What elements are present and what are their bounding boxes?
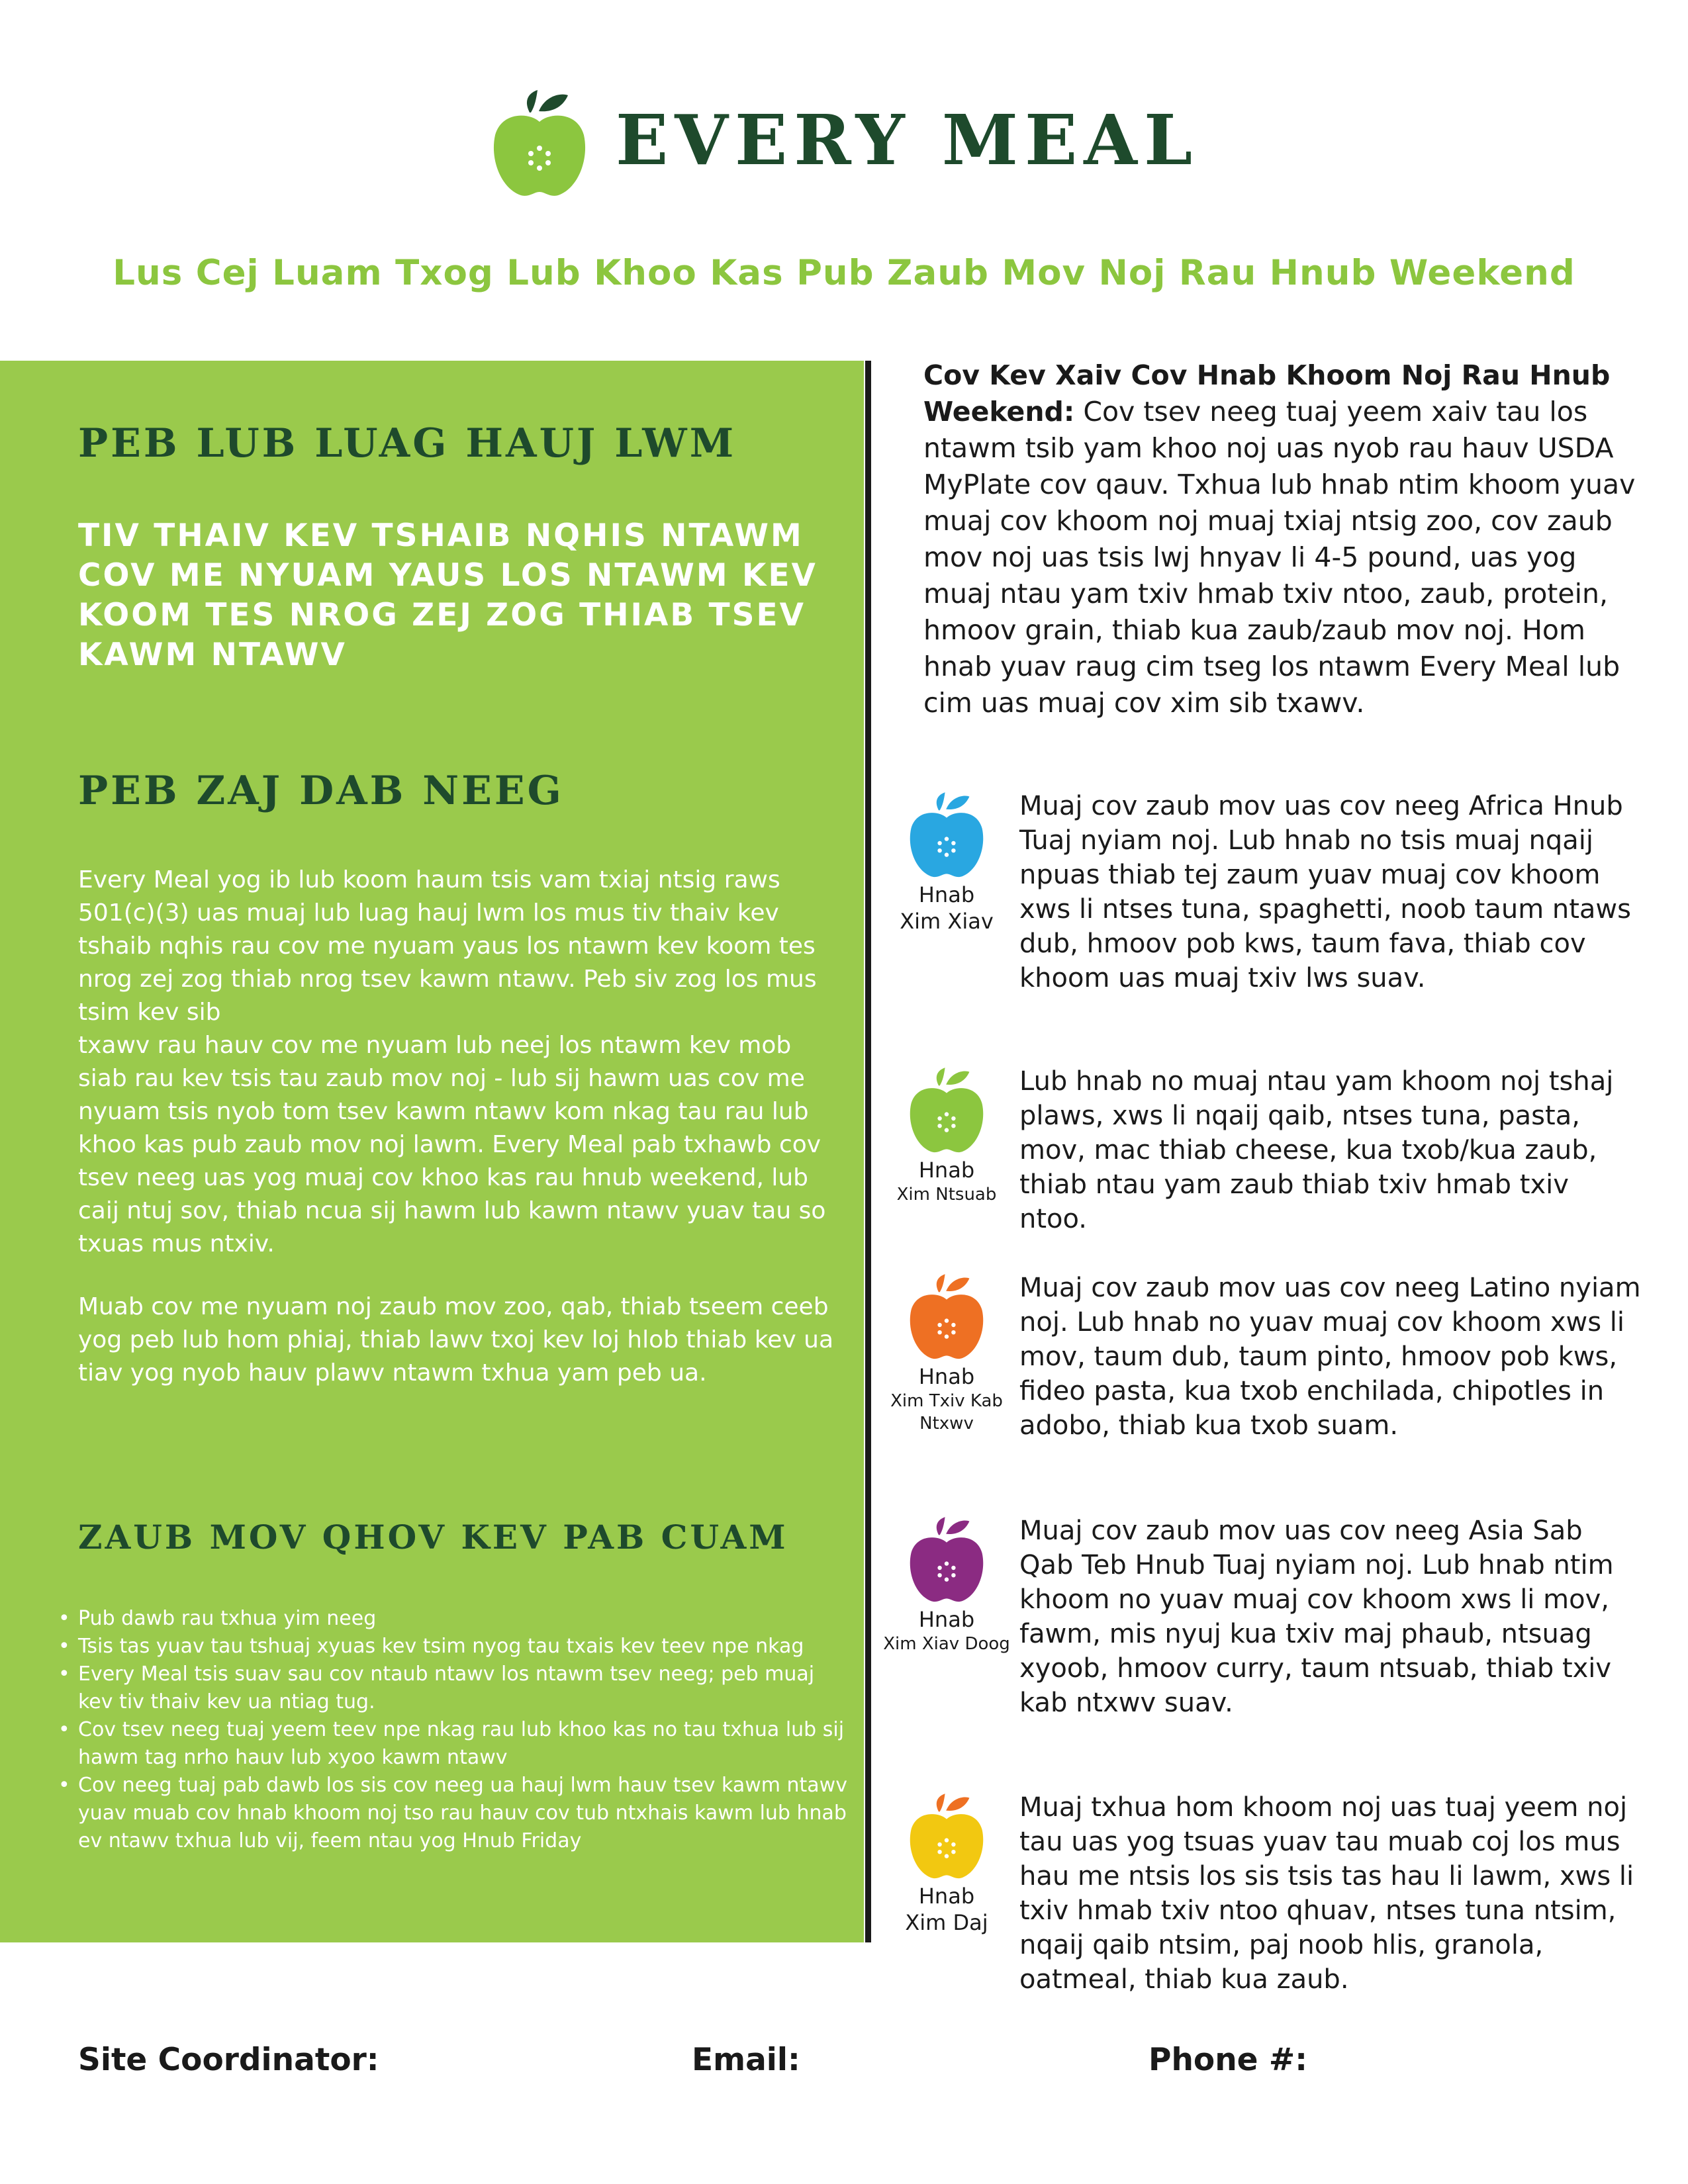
green-apple-icon xyxy=(907,1064,986,1157)
brand-name: EVERY MEAL xyxy=(616,99,1199,181)
bag-color-label: Xim Ntsuab xyxy=(896,1185,997,1205)
site-coordinator-label: Site Coordinator: xyxy=(78,2042,379,2078)
list-item: • Every Meal tsis suav sau cov ntaub ntawv los ntawm tsev neeg; peb muaj kev tiv thaiv kev ua ntiag tug. xyxy=(58,1661,853,1716)
bag-options-intro xyxy=(923,357,1638,721)
bag-description: Muaj cov zaub mov uas cov neeg Africa Hnub Tuaj nyiam noj. Lub hnab no tsis muaj nqaij npuas thiab tej zaum yuav muaj cov khoom xws li ntses tuna, spaghetti, noob taum ntaws dub, hmoov pob kws, taum fava, thiab cov khoom uas muaj txiv lws suav. xyxy=(1019,791,1631,993)
orange-apple-icon xyxy=(907,1271,986,1363)
yellow-apple-icon xyxy=(907,1790,986,1883)
purple-apple-icon xyxy=(907,1514,986,1606)
bag-color-label: Xim Xiav Doog xyxy=(883,1634,1010,1654)
story-paragraph-2: Muab cov me nyuam noj zaub mov zoo, qab, thiab tseem ceeb yog peb lub hom phiaj, thiab lawv txoj kev loj hlob thiab kev ua tiav yog nyob hauv plawv ntawm txhua yam peb ua. xyxy=(78,1293,834,1387)
mission-heading: PEB LUB LUAG HAUJ LWM xyxy=(78,420,737,467)
phone-label: Phone #: xyxy=(1149,2042,1308,2078)
story-paragraph-1 xyxy=(78,864,846,1261)
apple-logo-icon xyxy=(490,87,589,200)
bag-color-label: Xim Xiav xyxy=(900,909,994,934)
page-subtitle: Lus Cej Luam Txog Lub Khoo Kas Pub Zaub Mov Noj Rau Hnub Weekend xyxy=(113,253,1575,293)
intro-text: Cov tsev neeg tuaj yeem xaiv tau los ntawm tsib yam khoo noj uas nyob rau hauv USDA MyPlate cov qauv. Txhua lub hnab ntim khoom yuav muaj cov khoom noj muaj txiaj ntsig zoo, cov zaub mov noj uas tsis lwj hnyav li 4-5 pound, uas yog muaj ntau yam txiv hmab txiv ntoo, zaub, protein, hmoov grain, thiab kua zaub/zaub mov noj. Hom hnab yuav raug cim tseg los ntawm Every Meal lub cim uas muaj cov xim sib txawv. xyxy=(923,396,1636,719)
bag-description: Lub hnab no muaj ntau yam khoom noj tshaj plaws, xws li nqaij qaib, ntses tuna, pasta, mov, mac thiab cheese, kua txob/kua zaub, thiab ntau yam zaub thiab txiv hmab txiv ntoo. xyxy=(1019,1066,1614,1234)
column-divider xyxy=(865,361,871,1942)
bag-description: Muaj cov zaub mov uas cov neeg Asia Sab Qab Teb Hnub Tuaj nyiam noj. Lub hnab ntim khoom no yuav muaj cov khoom xws li mov, fawm, mis nyuj kua txiv maj phaub, ntsuag xyoob, hmoov curry, taum ntsuab, thiab txiv kab ntxwv suav. xyxy=(1019,1516,1614,1718)
bag-description: Muaj cov zaub mov uas cov neeg Latino nyiam noj. Lub hnab no yuav muaj cov khoom xws li mov, taum dub, taum pinto, hmoov pob kws, fideo pasta, kua txob enchilada, chipotles in adobo, thiab kua txob suam. xyxy=(1019,1273,1641,1441)
bag-color-label: Xim Daj xyxy=(905,1910,988,1935)
list-item: • Pub dawb rau txhua yim neeg xyxy=(58,1605,853,1633)
story-paragraph-1-part-b: txawv rau hauv cov me nyuam lub neej los ntawm kev mob siab rau kev tsis tau zaub mov noj - lub sij hawm uas cov me nyuam tsis nyob tom tsev kawm ntawv kom nkag tau rau lub khoo kas pub zaub mov noj lawm. Every Meal pab txhawb cov tsev neeg uas yog muaj cov khoo kas rau hnub weekend, lub caij ntuj sov, thiab ncua sij hawm lub kawm ntawv yuav tau so txuas mus ntxiv. xyxy=(78,1032,826,1257)
list-item: • Tsis tas yuav tau tshuaj xyuas kev tsim nyog tau txais kev teev npe nkag xyxy=(58,1633,853,1661)
program-list xyxy=(58,1605,853,1855)
story-paragraph-1-part-a: Every Meal yog ib lub koom haum tsis vam txiaj ntsig raws 501(c)(3) uas muaj lub luag hauj lwm los mus tiv thaiv kev tshaib nqhis rau cov me nyuam yaus los ntawm kev koom tes nrog zej zog thiab nrog tsev kawm ntawv. Peb siv zog los mus tsim kev sib xyxy=(78,866,817,1026)
mission-statement: TIV THAIV KEV TSHAIB NQHIS NTAWM COV ME NYUAM YAUS LOS NTAWM KEV KOOM TES NROG ZEJ ZOG THIAB TSEV KAWM NTAWV xyxy=(78,518,818,673)
intro-heading: Cov Kev Xaiv Cov Hnab Khoom Noj Rau Hnub Weekend: xyxy=(923,359,1611,428)
story-heading: PEB ZAJ DAB NEEG xyxy=(78,768,564,814)
program-heading: ZAUB MOV QHOV KEV PAB CUAM xyxy=(78,1518,788,1557)
bag-name: Hnab xyxy=(918,1158,975,1183)
email-label: Email: xyxy=(692,2042,800,2078)
bag-color-label: Xim Txiv Kab Ntxwv xyxy=(890,1391,1003,1433)
bag-name: Hnab xyxy=(918,1364,975,1389)
list-item: • Cov neeg tuaj pab dawb los sis cov neeg ua hauj lwm hauv tsev kawm ntawv yuav muab cov hnab khoom noj tso rau hauv cov tub ntxhais kawm lub hnab ev ntawv txhua lub vij, feem ntau yog Hnub Friday xyxy=(58,1772,853,1855)
bag-description: Muaj txhua hom khoom noj uas tuaj yeem noj tau uas yog tsuas yuav tau muab coj los mus hau me ntsis los sis tsis tas hau li lawm, xws li txiv hmab txiv ntoo qhuav, ntses tuna ntsim, nqaij qaib ntsim, paj noob hlis, granola, oatmeal, thiab kua zaub. xyxy=(1019,1792,1634,1995)
bag-name: Hnab xyxy=(918,1884,975,1909)
list-item: • Cov tsev neeg tuaj yeem teev npe nkag rau lub khoo kas no tau txhua lub sij hawm tag nrho hauv lub xyoo kawm ntawv xyxy=(58,1716,853,1772)
bag-name: Hnab xyxy=(918,1607,975,1632)
bag-name: Hnab xyxy=(918,882,975,907)
blue-apple-icon xyxy=(907,789,986,882)
